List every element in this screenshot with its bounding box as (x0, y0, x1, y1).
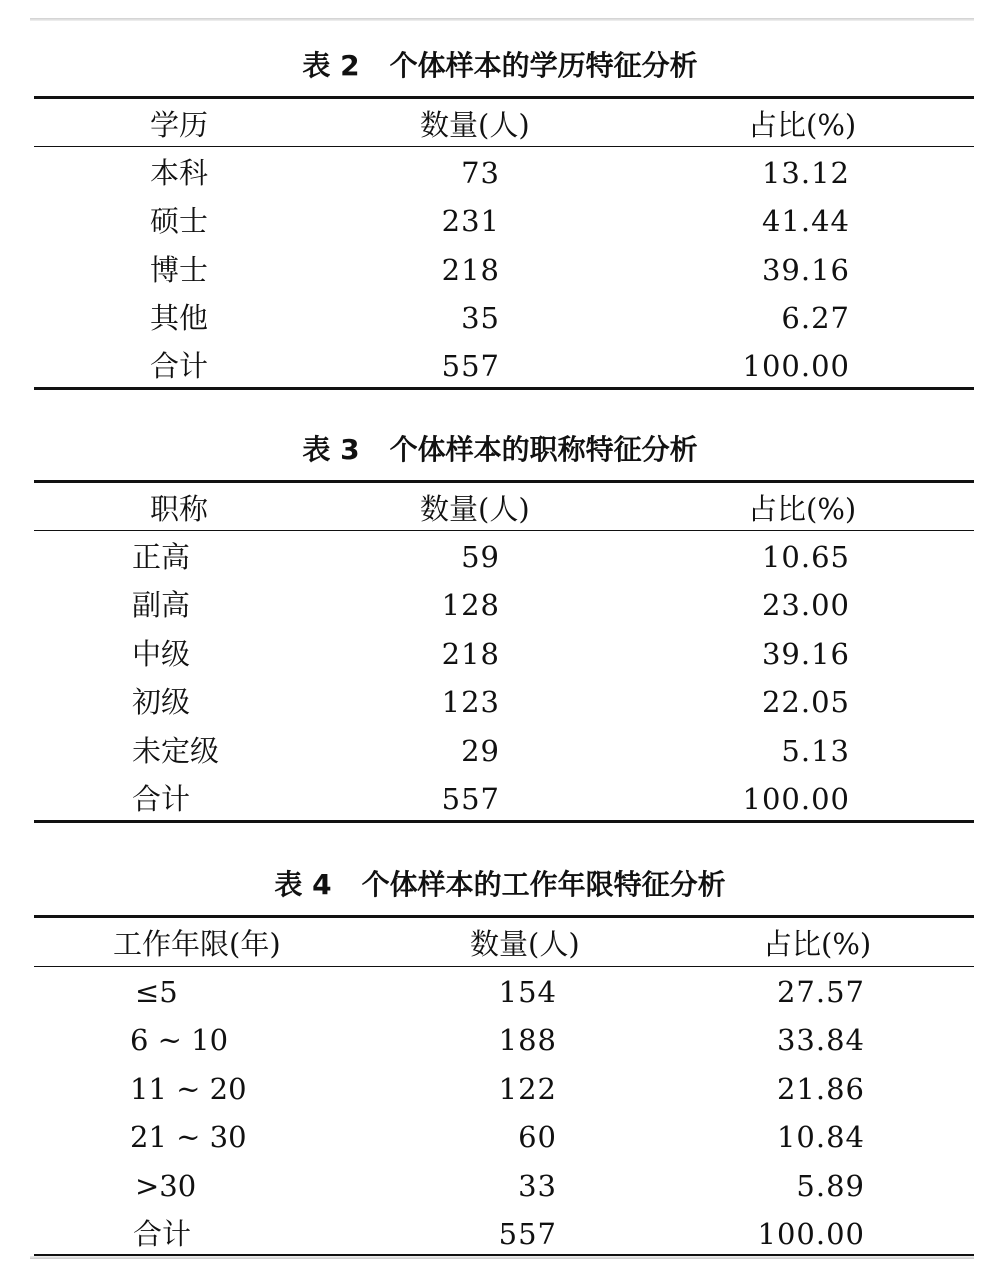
row-label: 11 ~ 20 (130, 1072, 247, 1106)
table-title: 个体样本的职称特征分析 (389, 433, 698, 466)
row-percent: 39.16 (761, 253, 850, 287)
row-label: ≤5 (135, 975, 178, 1009)
row-label: 副高 (132, 588, 191, 622)
row-count: 59 (461, 540, 500, 574)
row-label: 中级 (132, 637, 191, 671)
header-rule (34, 530, 974, 531)
table-number: 表 4 (274, 868, 332, 901)
row-percent: 5.13 (781, 734, 850, 768)
row-percent: 100.00 (757, 1217, 865, 1251)
row-count: 60 (518, 1120, 557, 1154)
row-label: 博士 (150, 253, 209, 287)
row-count: 154 (498, 975, 557, 1009)
row-label: 硕士 (150, 204, 209, 238)
header-cell: 数量(人) (420, 108, 530, 142)
row-percent: 10.65 (761, 540, 850, 574)
row-count: 188 (498, 1023, 557, 1057)
row-count: 123 (441, 685, 500, 719)
header-cell: 数量(人) (470, 927, 580, 961)
row-percent: 100.00 (742, 782, 850, 816)
row-label: 合计 (133, 1217, 192, 1251)
top-rule (34, 915, 974, 918)
table-title: 个体样本的学历特征分析 (389, 49, 698, 82)
row-label: 合计 (132, 782, 191, 816)
row-count: 557 (498, 1217, 557, 1251)
top-rule (34, 96, 974, 99)
row-percent: 5.89 (796, 1169, 865, 1203)
row-label: >30 (135, 1169, 197, 1203)
row-label: 初级 (132, 685, 191, 719)
header-cell: 占比(%) (748, 492, 857, 526)
row-percent: 33.84 (776, 1023, 865, 1057)
row-count: 29 (461, 734, 500, 768)
row-label: 合计 (150, 349, 209, 383)
row-label: 其他 (150, 301, 209, 335)
table-caption (0, 48, 1000, 84)
page-top-edge (30, 18, 974, 21)
table-caption (0, 432, 1000, 468)
header-cell: 占比(%) (748, 108, 857, 142)
row-count: 218 (441, 253, 500, 287)
top-rule (34, 480, 974, 483)
header-rule (34, 146, 974, 147)
row-label: 本科 (150, 156, 209, 190)
table-caption (0, 867, 1000, 903)
row-percent: 41.44 (761, 204, 850, 238)
row-count: 231 (441, 204, 500, 238)
table-title: 个体样本的工作年限特征分析 (361, 868, 726, 901)
row-percent: 21.86 (776, 1072, 865, 1106)
bottom-rule (34, 387, 974, 390)
row-percent: 39.16 (761, 637, 850, 671)
header-cell: 占比(%) (763, 927, 872, 961)
page-bottom-edge (30, 1256, 974, 1259)
row-count: 122 (498, 1072, 557, 1106)
header-cell: 职称 (150, 492, 209, 526)
header-cell: 学历 (150, 108, 209, 142)
row-count: 35 (461, 301, 500, 335)
table-number: 表 2 (302, 49, 360, 82)
row-label: 未定级 (132, 734, 220, 768)
row-count: 218 (441, 637, 500, 671)
row-percent: 10.84 (776, 1120, 865, 1154)
row-label: 6 ~ 10 (130, 1023, 229, 1057)
row-percent: 23.00 (761, 588, 850, 622)
header-cell: 工作年限(年) (113, 927, 281, 961)
row-percent: 22.05 (761, 685, 850, 719)
row-count: 128 (441, 588, 500, 622)
row-label: 正高 (132, 540, 191, 574)
bottom-rule (34, 820, 974, 823)
row-count: 557 (441, 349, 500, 383)
row-percent: 27.57 (776, 975, 865, 1009)
row-count: 33 (518, 1169, 557, 1203)
header-rule (34, 966, 974, 967)
row-count: 73 (461, 156, 500, 190)
row-label: 21 ~ 30 (130, 1120, 247, 1154)
row-count: 557 (441, 782, 500, 816)
table-number: 表 3 (302, 433, 360, 466)
header-cell: 数量(人) (420, 492, 530, 526)
row-percent: 100.00 (742, 349, 850, 383)
row-percent: 13.12 (761, 156, 850, 190)
row-percent: 6.27 (781, 301, 850, 335)
